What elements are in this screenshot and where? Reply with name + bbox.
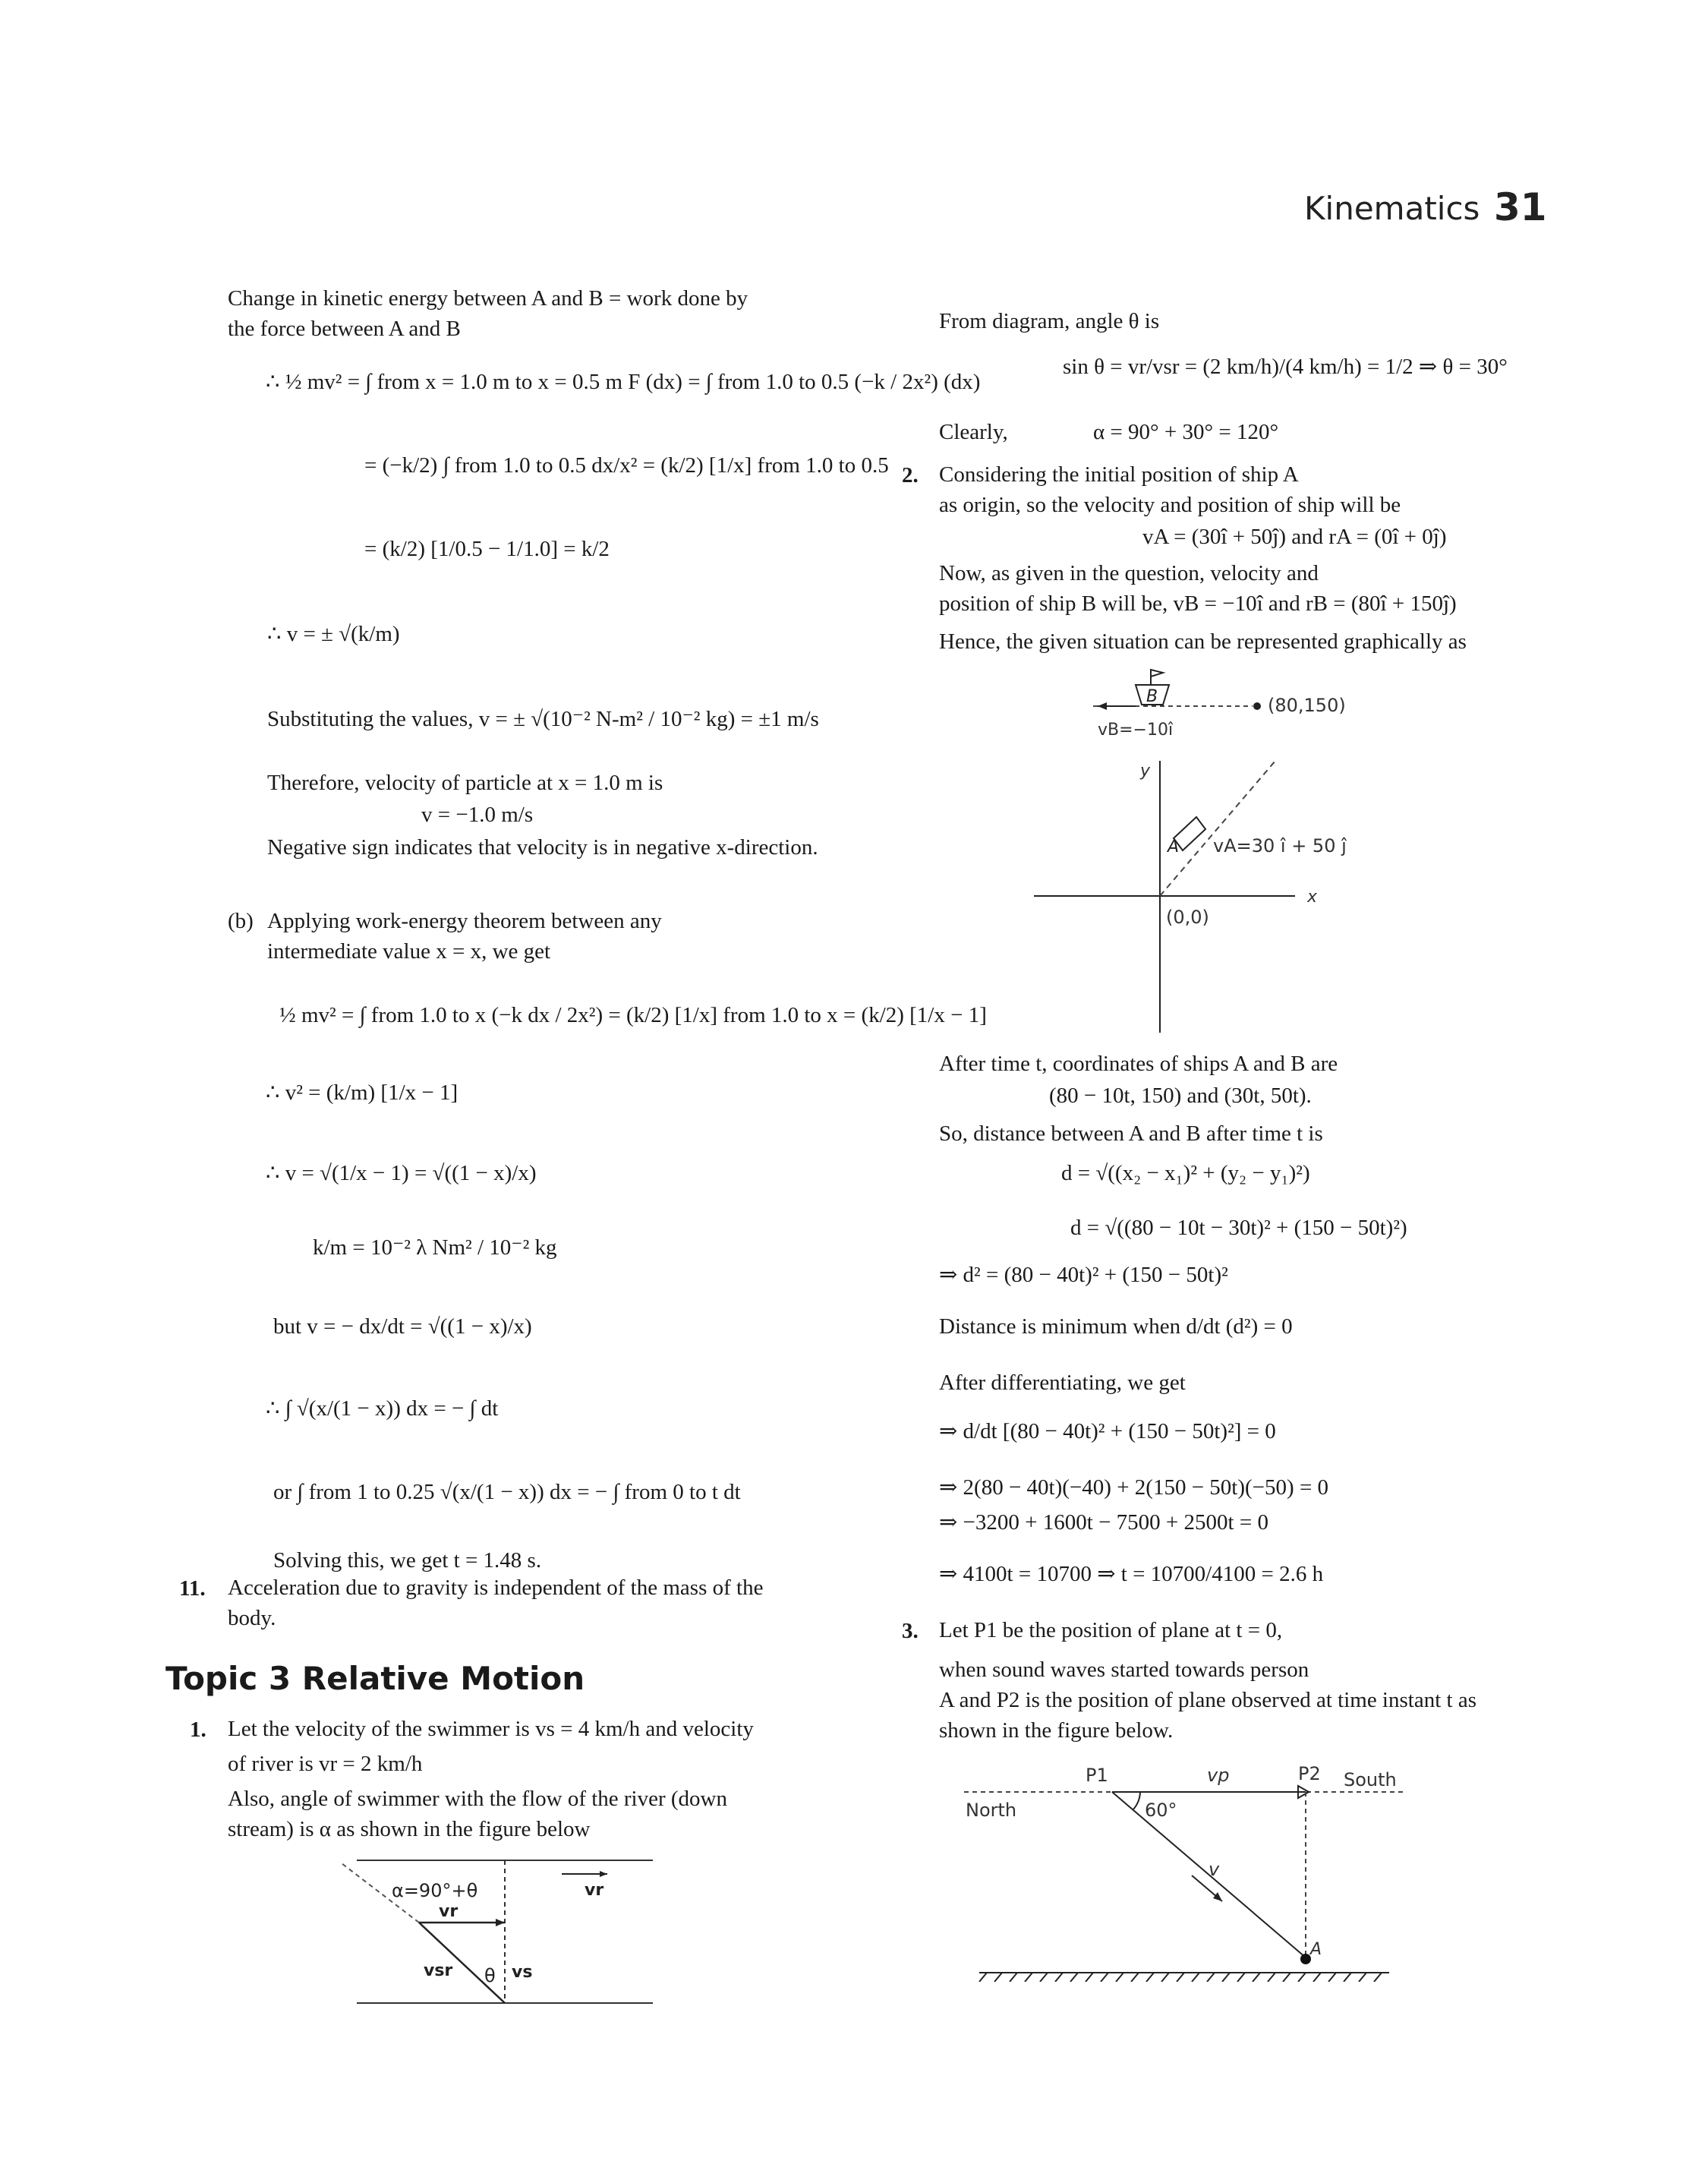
distance-squared: ⇒ d² = (80 − 40t)² + (150 − 50t)² [939,1263,1228,1287]
from-diagram-line: From diagram, angle θ is [939,309,1160,333]
point-label: (80,150) [1268,695,1346,716]
alpha-equation: α = 90° + 30° = 120° [1093,420,1279,444]
equation-integral: ∴ ∫ √(x/(1 − x)) dx = − ∫ dt [266,1396,499,1421]
page-number: 31 [1494,185,1547,229]
alpha-label: α=90°+θ [392,1880,478,1901]
ship-a-label: A [1168,838,1180,856]
question-1-line-4: stream) is α as shown in the figure below [228,1817,591,1841]
question-3-line-3: A and P2 is the position of plane observed at time instant t as [939,1688,1476,1712]
question-2-line-5: Hence, the given situation can be represented graphically as [939,629,1467,654]
theta-label: θ [484,1965,496,1986]
vr-top-label: vr [585,1881,604,1900]
velocity-result: v = −1.0 m/s [421,803,534,827]
va-label: vA=30 î + 50 ĵ [1213,835,1347,856]
after-differentiating: After differentiating, we get [939,1371,1186,1395]
vb-label: vB=−10î [1098,721,1174,740]
simplified-equation: ⇒ −3200 + 1600t − 7500 + 2500t = 0 [939,1510,1268,1535]
ship-coordinates: (80 − 10t, 150) and (30t, 50t). [1049,1084,1312,1108]
flag-icon [1151,670,1163,677]
therefore-line: Therefore, velocity of particle at x = 1.0 m is [267,771,663,795]
plane-sound-figure [964,1754,1420,1982]
question-11-line-2: body. [228,1606,276,1630]
point-80-150 [1253,702,1261,710]
ship-a-path [1160,761,1275,896]
vp-label: vp [1207,1765,1230,1786]
equation-definite-integral: or ∫ from 1 to 0.25 √(x/(1 − x)) dx = − ∫ from 0 to t dt [273,1480,741,1504]
y-axis-label: y [1140,762,1151,781]
question-2-line-3: Now, as given in the question, velocity and [939,561,1319,585]
substitution-line: Substituting the values, v = ± √(10⁻² N-m² / 10⁻² kg) = ±1 m/s [267,707,819,731]
equation-k-over-m: k/m = 10⁻² λ Nm² / 10⁻² kg [313,1235,557,1260]
p1-label: P1 [1086,1765,1108,1786]
x-axis-label: x [1307,888,1318,907]
person-a-point [1300,1954,1311,1964]
question-1-line-2: of river is vr = 2 km/h [228,1752,423,1776]
question-2-line-2: as origin, so the velocity and position of ship will be [939,493,1401,517]
sound-arrowhead [1213,1892,1222,1901]
sin-theta-equation: sin θ = vr/vsr = (2 km/h)/(4 km/h) = 1/2 ⇒ θ = 30° [1063,355,1508,379]
angle-arc [1133,1792,1140,1810]
distance-text: So, distance between A and B after time t is [939,1121,1323,1146]
south-label: South [1344,1769,1397,1790]
vr-label: vr [439,1902,459,1921]
topic-heading: Topic 3 Relative Motion [165,1660,585,1697]
intro-line-1: Change in kinetic energy between A and B = work done by [228,286,748,311]
origin-label: (0,0) [1166,907,1209,928]
equation-ke-integral: ∴ ½ mv² = ∫ from x = 1.0 m to x = 0.5 m F (dx) = ∫ from 1.0 to 0.5 (−k / 2x²) (dx) [266,370,981,394]
derivative-equation: ⇒ d/dt [(80 − 40t)² + (150 − 50t)²] = 0 [939,1419,1276,1443]
vb-arrowhead [1098,702,1107,710]
north-label: North [966,1800,1017,1821]
p2-label: P2 [1298,1763,1321,1784]
vr-arrowhead [496,1919,505,1926]
after-time-line: After time t, coordinates of ships A and B are [939,1052,1338,1076]
part-b-label: (b) [228,909,254,933]
ship-a-vectors: vA = (30î + 50ĵ) and rA = (0î + 0ĵ) [1142,525,1447,549]
question-1-number: 1. [190,1718,206,1742]
part-b-line-2: intermediate value x = x, we get [267,939,551,964]
intro-line-2: the force between A and B [228,317,461,341]
equation-ke-step2: = (−k/2) ∫ from 1.0 to 0.5 dx/x² = (k/2) [1/x] from 1.0 to 0.5 [364,453,889,478]
distance-substituted: d = √((80 − 10t − 30t)² + (150 − 50t)²) [1070,1216,1407,1240]
equation-work-energy: ½ mv² = ∫ from 1.0 to x (−k dx / 2x²) = (k/2) [1/x] from 1.0 to x = (k/2) [1/x − 1] [279,1003,987,1027]
question-3-number: 3. [902,1619,919,1643]
question-3-line-4: shown in the figure below. [939,1718,1174,1743]
question-3-line-1: Let P1 be the position of plane at t = 0, [939,1618,1283,1642]
equation-v-root: ∴ v = √(1/x − 1) = √((1 − x)/x) [266,1161,537,1185]
equation-v-squared: ∴ v² = (k/m) [1/x − 1] [266,1080,459,1105]
equation-but-v: but v = − dx/dt = √((1 − x)/x) [273,1314,532,1339]
question-2-number: 2. [902,463,919,487]
running-header-title: Kinematics [1304,190,1480,227]
v-label: v [1209,1859,1220,1880]
part-b-line-1: Applying work-energy theorem between any [267,909,662,933]
expanded-equation: ⇒ 2(80 − 40t)(−40) + 2(150 − 50t)(−50) = 0 [939,1475,1329,1500]
time-solution: ⇒ 4100t = 10700 ⇒ t = 10700/4100 = 2.6 h [939,1562,1324,1586]
question-3-line-2: when sound waves started towards person [939,1658,1309,1682]
river-swimmer-figure [334,1851,668,2011]
distance-formula: d = √((x₂ − x₁)² + (y₂ − y₁)²) [1061,1161,1310,1185]
ships-figure [1025,662,1420,1034]
question-11-number: 11. [179,1576,206,1601]
distance-minimum: Distance is minimum when d/dt (d²) = 0 [939,1314,1293,1339]
question-1-line-3: Also, angle of swimmer with the flow of the river (down [228,1787,727,1811]
person-a-label: A [1310,1940,1322,1959]
negative-sign-note: Negative sign indicates that velocity is in negative x-direction. [267,835,818,860]
vsr-label: vsr [424,1961,453,1980]
ground-hatching [979,1973,1382,1982]
clearly-label: Clearly, [939,420,1008,444]
question-11-line-1: Acceleration due to gravity is independent of the mass of the [228,1576,764,1600]
solving-result: Solving this, we get t = 1.48 s. [273,1548,542,1573]
equation-ke-step3: = (k/2) [1/0.5 − 1/1.0] = k/2 [364,537,610,561]
question-2-line-1: Considering the initial position of ship A [939,462,1299,487]
angle-label: 60° [1145,1800,1177,1821]
question-1-line-1: Let the velocity of the swimmer is vs = 4 km/h and velocity [228,1717,754,1741]
equation-velocity: ∴ v = ± √(k/m) [267,622,400,646]
ship-b-label: B [1146,687,1158,706]
question-2-line-4: position of ship B will be, vB = −10î and rB = (80î + 150ĵ) [939,591,1457,616]
vs-label: vs [512,1963,533,1982]
